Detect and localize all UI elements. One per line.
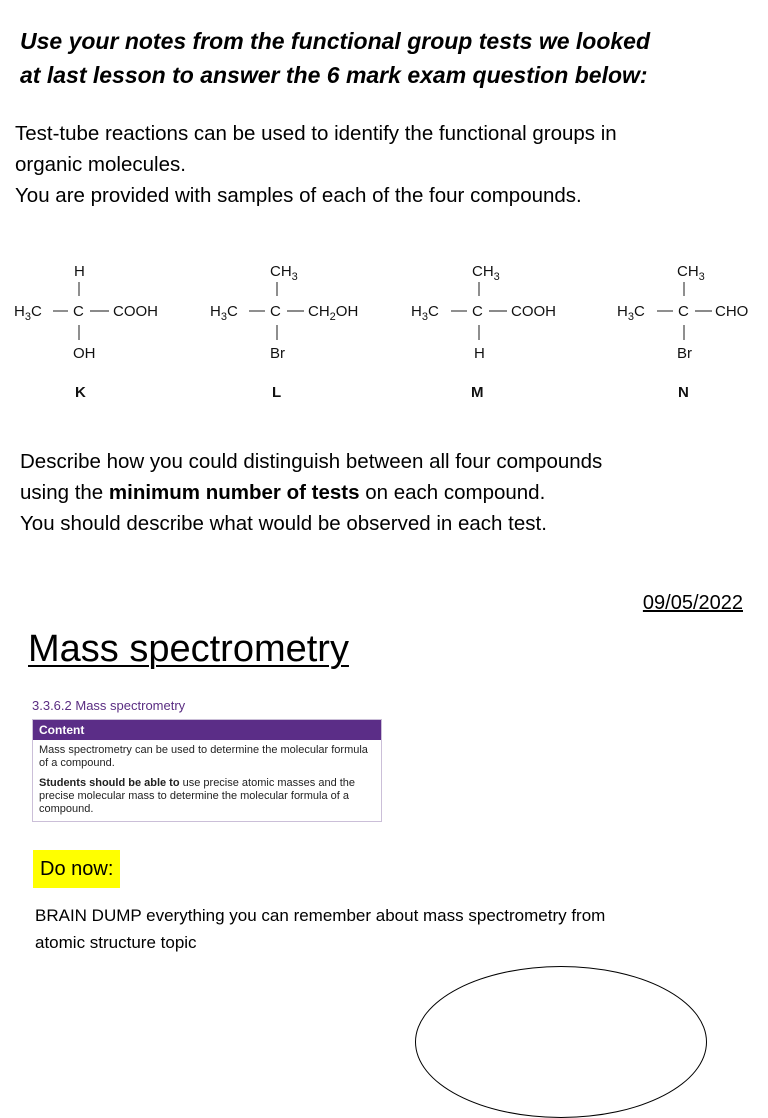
compound-n-right: CHO bbox=[715, 303, 749, 320]
compound-n-bottom: Br bbox=[677, 345, 692, 362]
compound-k-top: H bbox=[74, 263, 85, 280]
compound-l-center: C bbox=[270, 303, 281, 320]
spec-paragraph-2-rest: use precise atomic masses and the precise molecular mass to determine the molecular formula of a compound. bbox=[39, 777, 356, 815]
compound-m-right: COOH bbox=[511, 303, 556, 320]
spec-extract bbox=[32, 698, 382, 822]
spec-body bbox=[33, 740, 381, 821]
compound-k-bottom: OH bbox=[73, 345, 96, 362]
compound-k-left: $H_3C$ bbox=[14, 303, 42, 323]
compound-k-right: COOH bbox=[113, 303, 158, 320]
compound-k-label: K bbox=[75, 384, 86, 401]
spec-header: Content bbox=[33, 720, 381, 740]
compound-m-left: $H_3C$ bbox=[411, 303, 439, 323]
brain-dump-bubble bbox=[415, 966, 707, 1118]
compound-n bbox=[617, 263, 748, 401]
describe-line-3: You should describe what would be observed in each test. bbox=[20, 512, 547, 535]
compound-structures bbox=[0, 250, 768, 410]
intro-line-1: Test-tube reactions can be used to identify the functional groups in bbox=[15, 122, 617, 145]
describe-line-2-pre: using the bbox=[20, 481, 109, 504]
spec-box bbox=[32, 719, 382, 822]
intro-line-2: organic molecules. bbox=[15, 153, 186, 176]
compound-k bbox=[14, 263, 158, 401]
compound-l-label: L bbox=[272, 384, 282, 401]
compound-l-bottom: Br bbox=[270, 345, 285, 362]
brain-dump-task bbox=[35, 902, 605, 956]
worksheet-heading bbox=[20, 24, 755, 92]
compound-l-left: $H_3C$ bbox=[210, 303, 238, 323]
brain-line-2: atomic structure topic bbox=[35, 933, 197, 952]
describe-line-2-bold: minimum number of tests bbox=[108, 481, 360, 504]
spec-paragraph-1: Mass spectrometry can be used to determine the molecular formula of a compound. bbox=[39, 744, 368, 769]
describe-question bbox=[20, 446, 602, 539]
question-intro bbox=[15, 118, 617, 211]
compound-m-center: C bbox=[472, 303, 483, 320]
compound-m-bottom: H bbox=[474, 345, 485, 362]
spec-paragraph-2-bold: Students should be able to bbox=[39, 777, 180, 789]
compound-l-right: $CH_2OH$ bbox=[308, 303, 359, 323]
intro-line-3: You are provided with samples of each of the four compounds. bbox=[15, 184, 582, 207]
heading-line-1: Use your notes from the functional group tests we looked bbox=[20, 28, 651, 54]
compound-n-center: C bbox=[678, 303, 689, 320]
section-title: Mass spectrometry bbox=[28, 628, 349, 670]
describe-line-2-post: on each compound. bbox=[359, 481, 546, 504]
lesson-date: 09/05/2022 bbox=[642, 592, 743, 614]
compound-m bbox=[411, 263, 556, 401]
describe-line-1: Describe how you could distinguish between all four compounds bbox=[20, 450, 603, 473]
compound-l bbox=[210, 263, 358, 401]
compound-n-left: $H_3C$ bbox=[617, 303, 645, 323]
describe-line-2 bbox=[20, 477, 602, 508]
brain-line-1: BRAIN DUMP everything you can remember about mass spectrometry from bbox=[35, 906, 606, 925]
do-now-label: Do now: bbox=[33, 850, 120, 888]
compound-m-label: M bbox=[471, 384, 484, 401]
compound-k-center: C bbox=[73, 303, 84, 320]
compound-n-top: $CH_3$ bbox=[677, 263, 705, 283]
compound-n-label: N bbox=[678, 384, 689, 401]
structures-diagram bbox=[0, 250, 768, 410]
spec-paragraph-2 bbox=[39, 777, 375, 816]
heading-line-2: at last lesson to answer the 6 mark exam question below: bbox=[20, 62, 648, 88]
compound-l-top: $CH_3$ bbox=[270, 263, 298, 283]
spec-code: 3.3.6.2 Mass spectrometry bbox=[32, 698, 186, 713]
compound-m-top: $CH_3$ bbox=[472, 263, 500, 283]
